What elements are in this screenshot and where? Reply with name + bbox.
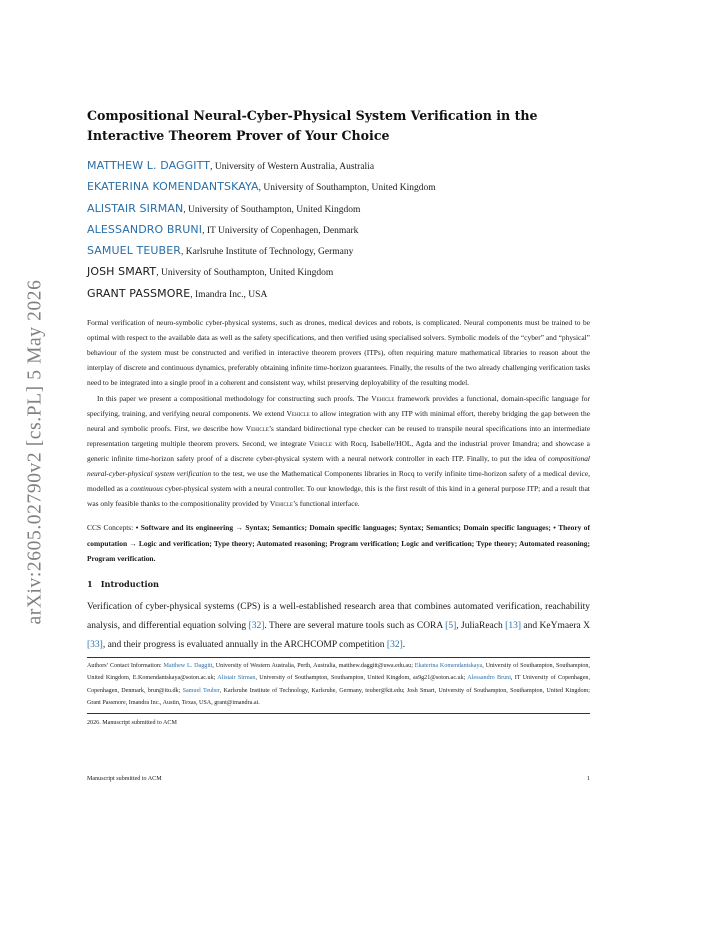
arxiv-identifier [20, 262, 50, 642]
vehicle-name: Vehicle [269, 499, 293, 509]
vehicle-name: Vehicle [371, 393, 395, 403]
vehicle-name: Vehicle [245, 423, 269, 433]
arxiv-identifier-text: arXiv:2605.02790v2 [cs.PL] 5 May 2026 [24, 279, 45, 625]
author-entry [87, 241, 590, 262]
vehicle-name: Vehicle [286, 408, 310, 418]
author-link[interactable]: Ekaterina Komendantskaya [414, 663, 483, 670]
author-name-link[interactable]: ALISTAIR SIRMAN [87, 201, 184, 215]
section-title: Introduction [100, 579, 160, 590]
citation-link[interactable]: [33] [87, 640, 103, 651]
abstract [87, 315, 590, 511]
ccs-text: • Software and its engineering → Syntax; Semantics; Domain specific languages; Syntax; Semantics; Domain specific languages; • Theory of computation → Logic and verification; Type theory; Automated reasoning; Program verification; Logic and verification; Type theory; Automated reasoning; Program verification. [87, 523, 590, 563]
ccs-label: CCS Concepts: [87, 523, 136, 533]
author-affiliation: , University of Southampton, United Kingdom [258, 183, 436, 194]
paper-title: Compositional Neural-Cyber-Physical System Verification in the Interactive Theorem Prover of Your Choice [87, 108, 538, 143]
abstract-paragraph-1: Formal verification of neuro-symbolic cyber-physical systems, such as drones, medical devices and robots, is complicated. Neural components must be trained to be optimal with respect to the available data as well as the safety specifications, and then verified using specialised solvers. Symbolic models of the “cyber” and “physical” behaviour of the system must be constructed and verified in interactive theorem provers (ITPs), often requiring mature mathematical libraries to reason about the interplay of discrete and continuous dynamics, preferably obtaining infinite time-horizon guarantees. Finally, the results of the two already challenging verification tasks need to be integrated into a single proof in a coherent and consistent way, whilst preserving deployability of the resulting model. [87, 318, 590, 388]
vehicle-name: Vehicle [308, 438, 332, 448]
citation-link[interactable]: [32] [248, 621, 265, 632]
author-name-link[interactable]: SAMUEL TEUBER [87, 244, 181, 258]
author-name: JOSH SMART [87, 265, 157, 279]
ccs-concepts [87, 520, 590, 566]
author-name-link[interactable]: MATTHEW L. DAGGITT [87, 159, 211, 172]
author-name-link[interactable]: EKATERINA KOMENDANTSKAYA [87, 180, 259, 194]
author-list [87, 156, 590, 305]
emphasis: continuous [130, 484, 163, 494]
author-affiliation: , University of Western Australia, Australia [210, 162, 375, 172]
author-link[interactable]: Alessandro Bruni [467, 675, 511, 682]
author-affiliation: , IT University of Copenhagen, Denmark [202, 225, 359, 236]
running-footer-text: Manuscript submitted to ACM [87, 776, 162, 782]
author-entry [87, 284, 590, 305]
author-link[interactable]: Alistair Sirman [217, 675, 256, 682]
citation-link[interactable]: [13] [505, 621, 521, 632]
intro-paragraph: Verification of cyber-physical systems (CPS) is a well-established research area that combines automated verification, reachability analysis, and differential equation solving [32]. There are several mature tools such as CORA [5], JuliaReach [13] and KeYmaera X [33], and their progress is evaluated annually in the ARCHCOMP competition [32]. [87, 602, 590, 651]
author-entry [87, 262, 590, 283]
paper-page [87, 106, 590, 726]
citation-link[interactable]: [5] [445, 621, 457, 632]
author-entry [87, 177, 590, 198]
author-entry [87, 156, 590, 177]
author-affiliation: , University of Southampton, United Kingdom [156, 268, 334, 279]
author-entry [87, 220, 590, 241]
author-name: GRANT PASSMORE [87, 286, 191, 300]
author-affiliation: , University of Southampton, United Kingdom [183, 204, 361, 215]
author-link[interactable]: Matthew L. Daggitt [163, 663, 213, 670]
running-footer [87, 776, 590, 782]
author-entry [87, 199, 590, 220]
footnote-divider [87, 713, 590, 714]
author-affiliation: , Imandra Inc., USA [190, 289, 268, 300]
section-number: 1 [87, 579, 93, 590]
author-affiliation: , Karlsruhe Institute of Technology, Germany [181, 247, 354, 258]
page-number: 1 [586, 776, 590, 782]
author-contact-footnote: Authors’ Contact Information: Matthew L. Daggitt, University of Western Australia, Perth, Australia, matthew.daggitt@uwa.edu.au; Ekaterina Komendantskaya, University of Southampton, Southampton, United Kingdom, E.Komendantskaya@soton.ac.uk; Alistair Sirman, University of Southampton, Southampton, United Kingdom, as9g21@soton.ac.uk; Alessandro Bruni, IT University of Copenhagen, Copenhagen, Denmark, brun@itu.dk; Samuel Teuber, Karlsruhe Institute of Technology, Karlsruhe, Germany, teuber@kit.edu; Josh Smart, University of Southampton, Southampton, United Kingdom; Grant Passmore, Imandra Inc., Austin, Texas, USA, grant@imandra.ai. [87, 663, 591, 706]
section-heading [87, 579, 590, 589]
emphasis: compositional neural-cyber-physical system verification [87, 453, 590, 479]
author-link[interactable]: Samuel Teuber [182, 687, 220, 694]
citation-link[interactable]: [32] [386, 640, 403, 651]
abstract-paragraph-2: In this paper we present a compositional methodology for constructing such proofs. The Vehicle framework provides a functional, domain-specific language for specifying, training, and verifying neural components. We extend Vehicle to allow integration with any ITP with minimal effort, thereby bridging the gap between the neural and symbolic proofs. First, we describe how Vehicle’s standard bidirectional type checker can be reused to transpile neural specifications into an intermediate representation targeting multiple theorem provers. Second, we integrate Vehicle with Rocq, Isabelle/HOL, Agda and the industrial prover Imandra; and showcase a generic infinite time-horizon safety proof of a discrete cyber-physical system with a neural network controller in each ITP. Finally, to put the idea of compositional neural-cyber-physical system verification to the test, we use the Mathematical Components libraries in Rocq to verify infinite time-horizon safety of a medical device, modelled as a continuous cyber-physical system with a neural controller. To our knowledge, this is the first result of this kind in a general purpose ITP; and a result that was only feasible thanks to the compositionality provided by Vehicle’s functional interface. [87, 393, 591, 509]
submission-note: 2026. Manuscript submitted to ACM [87, 720, 177, 726]
author-name-link[interactable]: ALESSANDRO BRUNI [87, 222, 203, 236]
